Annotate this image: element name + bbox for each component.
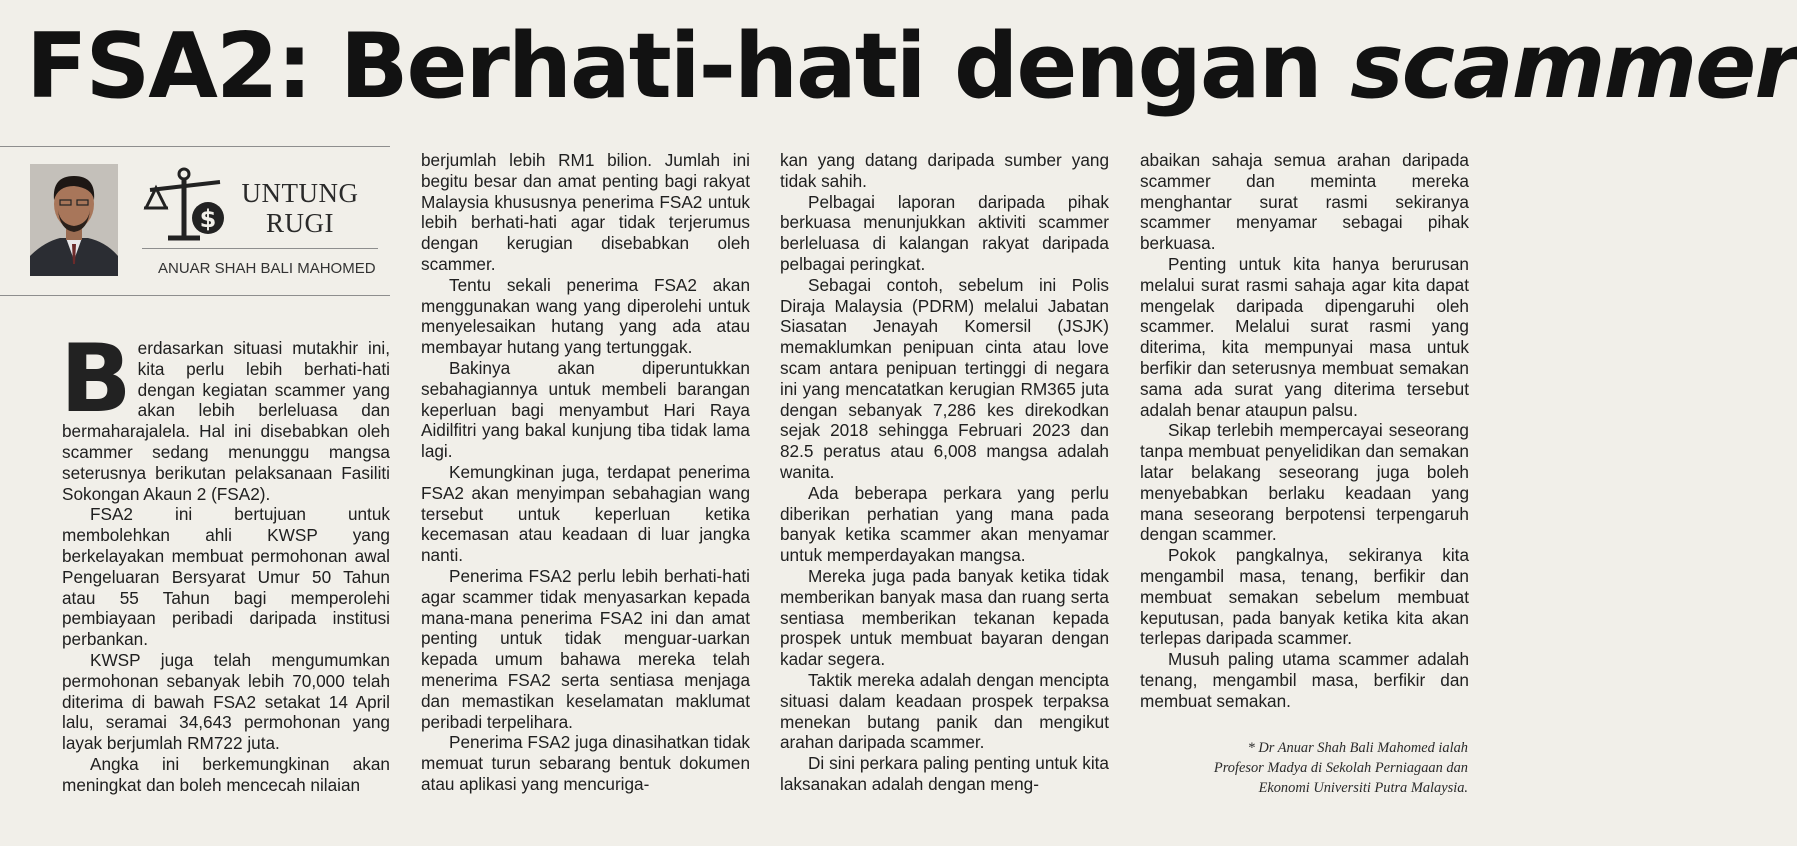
article-paragraph: abaikan sahaja semua arahan daripada scammer dan meminta mereka menghantar surat rasmi sekiranya scammer menyamar sebagai pihak berkuasa. (1140, 150, 1469, 254)
article-paragraph: Pokok pangkalnya, sekiranya kita mengambil masa, tenang, berfikir dan membuat semakan sebelum membuat keputusan, pada banyak ketika kita akan terlepas daripada scammer. (1140, 545, 1469, 649)
paragraph-text: erdasarkan situasi mutakhir ini, kita perlu lebih berhati-hati dengan kegiatan scammer yang akan lebih berleluasa dan bermaharajalela. Hal ini disebabkan oleh scammer sedang menunggu mangsa seterusnya berikutan pelaksanaan Fasiliti Sokongan Akaun 2 (FSA2). (62, 338, 390, 504)
article-paragraph: kan yang datang daripada sumber yang tidak sahih. (780, 150, 1109, 191)
article-paragraph: Taktik mereka adalah dengan mencipta situasi dalam keadaan prospek terpaksa menekan butang panik dan mengikut arahan daripada scammer. (780, 669, 1109, 753)
article-paragraph: Angka ini berkemungkinan akan meningkat dan boleh mencecah nilaian (62, 753, 390, 795)
article-paragraph: Sikap terlebih mempercayai seseorang tanpa membuat penyelidikan dan semakan latar belakang seseorang juga boleh menyebabkan berlaku keadaan yang mana seseorang berpotensi terpengaruh dengan scammer. (1140, 420, 1469, 545)
header-rule-bottom (0, 295, 390, 296)
article-paragraph: Kemungkinan juga, terdapat penerima FSA2 akan menyimpan sebahagian wang tersebut untuk keperluan ketika kecemasan atau keadaan di luar jangka nanti. (421, 461, 750, 566)
article-paragraph: Penting untuk kita hanya berurusan melalui surat rasmi sahaja agar kita dapat mengelak daripada dipengaruhi oleh scammer. Melalui surat rasmi yang diterima, kita mempunyai masa untuk berfikir dan seterusnya membuat semakan sama ada surat yang diterima tersebut adalah benar ataupun palsu. (1140, 253, 1469, 420)
article-paragraph: Pelbagai laporan daripada pihak berkuasa menunjukkan aktiviti scammer berleluasa di kalangan rakyat daripada pelbagai peringkat. (780, 191, 1109, 274)
author-byline: ANUAR SHAH BALI MAHOMED (158, 260, 376, 277)
article-column-4 (1140, 150, 1469, 712)
article-paragraph: Di sini perkara paling penting untuk kita laksanakan adalah dengan meng- (780, 753, 1109, 794)
headline-main: FSA2: Berhati-hati dengan (26, 14, 1351, 119)
column-name-line2: RUGI (266, 208, 334, 238)
footnote-line: Ekonomi Universiti Putra Malaysia. (1258, 780, 1468, 796)
article-paragraph: KWSP juga telah mengumumkan permohonan sebanyak lebih 70,000 telah diterima di bawah FSA2 setakat 14 April lalu, seramai 34,643 permohonan yang layak berjumlah RM722 juta. (62, 649, 390, 754)
article-paragraph: Tentu sekali penerima FSA2 akan menggunakan wang yang diperolehi untuk menyelesaikan hutang yang ada atau membayar hutang yang tertunggak. (421, 274, 750, 358)
article-column-1 (60, 325, 390, 796)
article-paragraph: Musuh paling utama scammer adalah tenang, mengambil masa, berfikir dan membuat semakan. (1140, 649, 1469, 711)
column-name-line1: UNTUNG (241, 178, 359, 208)
article-paragraph (60, 325, 390, 504)
article-paragraph: Bakinya akan diperuntukkan sebahagiannya untuk membeli barangan keperluan bagi menyambut Hari Raya Aidilfitri yang bakal kunjung tiba tidak lama lagi. (421, 357, 750, 462)
article-paragraph: Penerima FSA2 juga dinasihatkan tidak memuat turun sebarang bentuk dokumen atau aplikasi yang mencuriga- (421, 732, 750, 794)
svg-text:$: $ (199, 205, 217, 233)
column-header (30, 156, 390, 286)
article-paragraph: Mereka juga pada banyak ketika tidak memberikan banyak masa dan ruang serta sentiasa memberikan tekanan kepada prospek untuk membuat bayaran dengan kadar segera. (780, 565, 1109, 670)
scale-money-icon (142, 164, 228, 246)
headline (26, 8, 1797, 126)
article-paragraph: Ada beberapa perkara yang perlu diberikan perhatian yang mana pada banyak ketika scammer akan menyamar untuk memperdayakan mangsa. (780, 482, 1109, 566)
column-name (235, 178, 365, 238)
drop-cap: B (60, 325, 132, 434)
footnote-line: * Dr Anuar Shah Bali Mahomed ialah (1247, 740, 1468, 756)
article-paragraph: berjumlah lebih RM1 bilion. Jumlah ini begitu besar dan amat penting bagi rakyat Malaysia khususnya penerima FSA2 untuk lebih berhati-hati agar tidak terjerumus dengan kerugian disebabkan oleh scammer. (421, 150, 750, 274)
author-portrait-icon (30, 164, 118, 276)
headline-italic: scammer (1350, 14, 1797, 119)
footnote-line: Profesor Madya di Sekolah Perniagaan dan (1213, 760, 1468, 776)
article-paragraph: Penerima FSA2 perlu lebih berhati-hati agar scammer tidak menyasarkan kepada mana-mana penerima FSA2 ini dan amat penting untuk tidak menguar-uarkan kepada umum bahawa mereka telah menerima FSA2 serta sentiasa menjaga dan memastikan keselamatan maklumat peribadi terpelihara. (421, 565, 750, 732)
author-photo (30, 164, 118, 276)
article-paragraph: Sebagai contoh, sebelum ini Polis Diraja Malaysia (PDRM) melalui Jabatan Siasatan Jenayah Komersil (JSJK) memaklumkan penipuan cinta atau love scam antara penipuan tertinggi di negara ini yang mencatatkan kerugian RM365 juta dengan sebanyak 7,286 kes direkodkan sejak 2018 sehingga Februari 2023 dan 82.5 peratus atau 6,008 mangsa adalah wanita. (780, 274, 1109, 482)
article-column-2 (421, 150, 750, 795)
header-rule-top (0, 146, 390, 147)
author-rule (142, 248, 378, 249)
author-footnote (1140, 738, 1468, 798)
article-paragraph: FSA2 ini bertujuan untuk membolehkan ahli KWSP yang berkelayakan membuat permohonan awal Pengeluaran Bersyarat Umur 50 Tahun atau 55 Tahun bagi memperolehi pembiayaan peribadi daripada institusi perbankan. (62, 504, 390, 650)
article-column-3 (780, 150, 1109, 795)
